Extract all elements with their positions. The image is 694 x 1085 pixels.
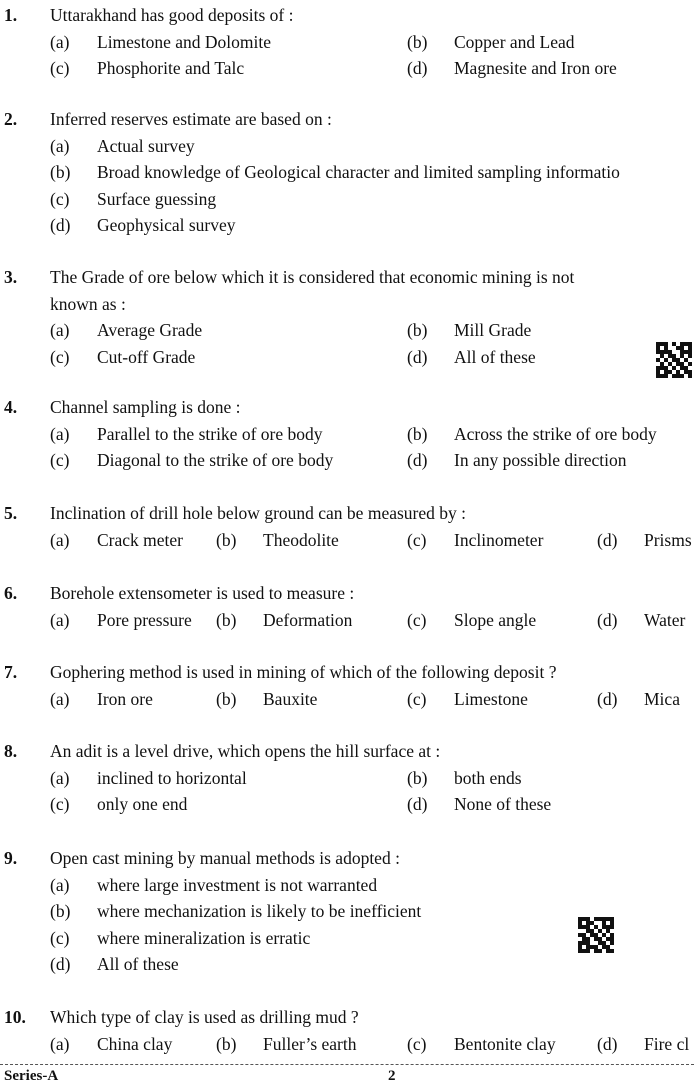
question-2 [0, 106, 694, 240]
question-number: 6. [4, 583, 18, 603]
option-letter: (d) [50, 215, 71, 235]
option-letter: (b) [407, 320, 428, 340]
option-letter: (c) [407, 1033, 427, 1054]
option-text: Cut-off Grade [97, 346, 196, 367]
question-number: 2. [4, 109, 18, 129]
question-stem: Open cast mining by manual methods is adopted : [50, 848, 400, 868]
option-letter: (b) [216, 609, 237, 630]
option-letter: (d) [597, 1033, 618, 1054]
option-text: Phosphorite and Talc [97, 58, 245, 78]
option-text: Deformation [263, 609, 353, 630]
question-10 [0, 1004, 694, 1058]
page-number: 2 [388, 1068, 396, 1084]
option-letter: (b) [407, 767, 428, 788]
question-stem: Gophering method is used in mining of which of the following deposit ? [50, 662, 557, 682]
option-letter: (b) [407, 423, 428, 444]
series-label: Series-A [4, 1068, 59, 1084]
option-letter: (a) [50, 31, 70, 52]
option-letter: (d) [407, 58, 428, 78]
option-letter: (d) [407, 450, 428, 470]
option-letter: (b) [216, 1033, 237, 1054]
option-letter: (a) [50, 423, 70, 444]
option-text: Fire cl [644, 1033, 690, 1054]
option-letter: (c) [50, 58, 70, 78]
question-stem: Inclination of drill hole below ground can be measured by : [50, 503, 466, 523]
option-text: Slope angle [454, 609, 537, 630]
option-text: Theodolite [263, 529, 339, 550]
question-number: 4. [4, 397, 18, 417]
footer-divider [0, 1064, 694, 1065]
option-text: where mineralization is erratic [97, 927, 311, 948]
question-7 [0, 659, 694, 713]
option-text: Across the strike of ore body [454, 423, 657, 444]
option-text: only one end [97, 794, 188, 814]
option-letter: (b) [407, 31, 428, 52]
qr-code-icon [656, 342, 692, 378]
question-number: 10. [4, 1007, 26, 1027]
option-text: In any possible direction [454, 450, 627, 470]
option-letter: (c) [50, 794, 70, 814]
option-text: Fuller’s earth [263, 1033, 357, 1054]
question-stem-continued: known as : [50, 293, 126, 314]
option-letter: (d) [597, 688, 618, 709]
option-letter: (a) [50, 688, 70, 709]
option-letter: (a) [50, 1033, 70, 1054]
option-text: Surface guessing [97, 188, 217, 209]
option-letter: (c) [50, 188, 70, 209]
qr-code-icon [578, 917, 614, 953]
option-text: Mill Grade [454, 320, 532, 340]
option-letter: (c) [407, 609, 427, 630]
option-text: None of these [454, 794, 552, 814]
option-text: Copper and Lead [454, 31, 575, 52]
option-text: All of these [454, 346, 536, 367]
option-letter: (d) [50, 954, 71, 974]
option-letter: (d) [407, 794, 428, 814]
question-3 [0, 264, 694, 374]
question-number: 8. [4, 741, 18, 761]
option-letter: (c) [50, 927, 70, 948]
question-5 [0, 500, 694, 554]
question-8 [0, 738, 694, 818]
option-letter: (b) [216, 688, 237, 709]
option-text: Broad knowledge of Geological character and limited sampling informatio [97, 162, 620, 182]
option-text: Limestone and Dolomite [97, 31, 271, 52]
question-stem: An adit is a level drive, which opens the hill surface at : [50, 741, 441, 761]
option-text: Magnesite and Iron ore [454, 58, 617, 78]
option-letter: (c) [407, 688, 427, 709]
option-text: All of these [97, 954, 179, 974]
option-text: Pore pressure [97, 609, 192, 630]
option-letter: (d) [407, 346, 428, 367]
option-text: inclined to horizontal [97, 767, 247, 788]
option-letter: (a) [50, 874, 70, 895]
option-letter: (b) [216, 529, 237, 550]
option-letter: (a) [50, 609, 70, 630]
option-letter: (a) [50, 767, 70, 788]
question-number: 1. [4, 5, 18, 25]
question-4 [0, 394, 694, 474]
option-letter: (a) [50, 135, 70, 156]
option-letter: (b) [50, 162, 71, 182]
option-letter: (c) [50, 450, 70, 470]
question-stem: Which type of clay is used as drilling mud ? [50, 1007, 359, 1027]
question-6 [0, 580, 694, 634]
option-letter: (d) [597, 529, 618, 550]
question-number: 7. [4, 662, 18, 682]
option-letter: (c) [50, 346, 70, 367]
question-stem: Borehole extensometer is used to measure : [50, 583, 355, 603]
option-text: both ends [454, 767, 522, 788]
question-stem: Channel sampling is done : [50, 397, 241, 417]
option-text: Water [644, 609, 686, 630]
option-text: Inclinometer [454, 529, 544, 550]
option-text: China clay [97, 1033, 173, 1054]
option-text: where large investment is not warranted [97, 874, 378, 895]
option-letter: (d) [597, 609, 618, 630]
option-text: Crack meter [97, 529, 183, 550]
option-text: Geophysical survey [97, 215, 236, 235]
question-stem: The Grade of ore below which it is considered that economic mining is not [50, 267, 575, 287]
question-number: 3. [4, 267, 18, 287]
question-stem: Uttarakhand has good deposits of : [50, 5, 294, 25]
option-text: Bentonite clay [454, 1033, 556, 1054]
option-text: where mechanization is likely to be inefficient [97, 901, 422, 921]
option-text: Prisms [644, 529, 692, 550]
question-stem: Inferred reserves estimate are based on : [50, 109, 332, 129]
option-text: Limestone [454, 688, 528, 709]
option-text: Iron ore [97, 688, 153, 709]
option-text: Parallel to the strike of ore body [97, 423, 323, 444]
option-text: Mica [644, 688, 680, 709]
option-text: Average Grade [97, 320, 203, 340]
question-number: 9. [4, 848, 18, 868]
option-letter: (a) [50, 529, 70, 550]
question-9 [0, 845, 694, 979]
option-letter: (b) [50, 901, 71, 921]
option-letter: (a) [50, 320, 70, 340]
option-letter: (c) [407, 529, 427, 550]
option-text: Diagonal to the strike of ore body [97, 450, 334, 470]
option-text: Actual survey [97, 135, 195, 156]
question-1 [0, 2, 694, 82]
question-number: 5. [4, 503, 18, 523]
option-text: Bauxite [263, 688, 318, 709]
